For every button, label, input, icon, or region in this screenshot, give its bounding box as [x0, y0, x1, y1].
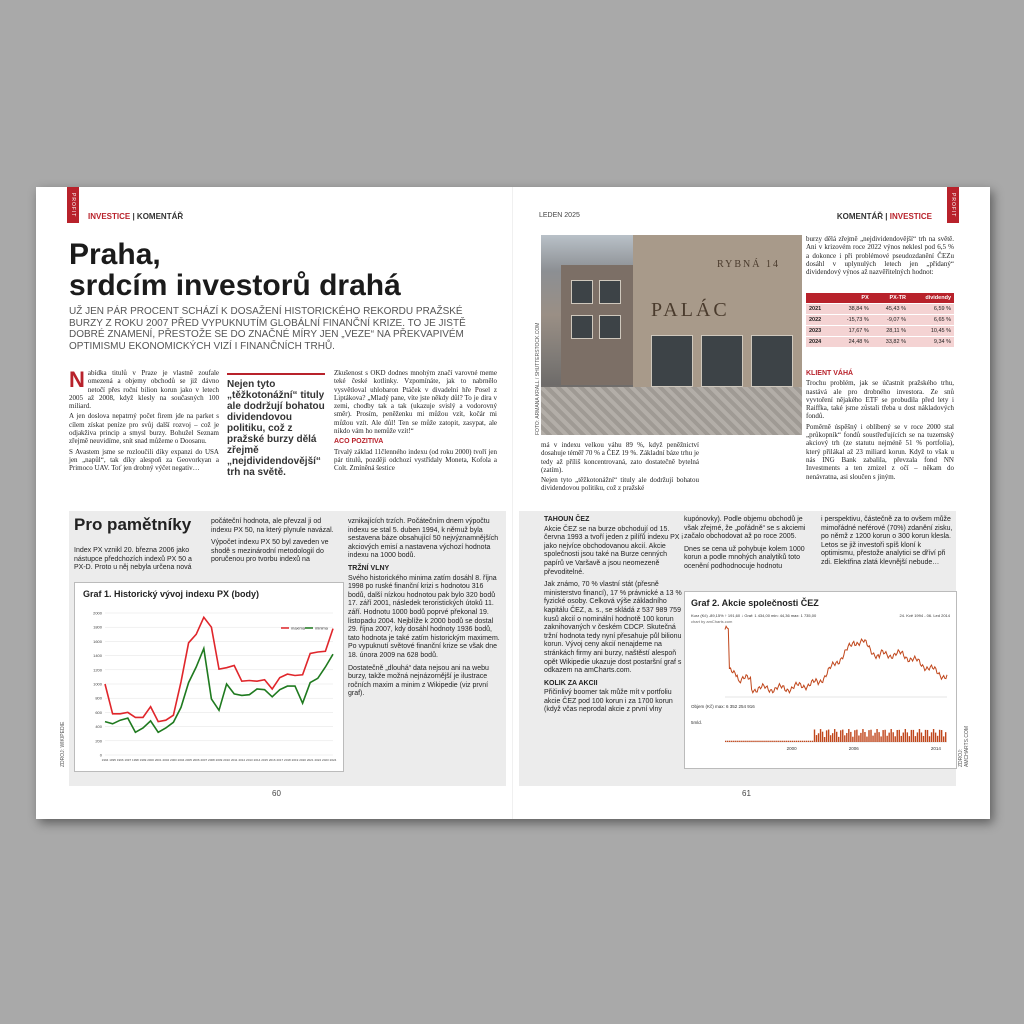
table-cell: 28,11 % [872, 326, 909, 337]
volume-bar [897, 730, 898, 742]
volume-bar [828, 730, 829, 742]
volume-bar [747, 741, 748, 742]
volume-bar [864, 732, 865, 742]
y-tick-label: 800 [95, 695, 102, 701]
volume-bar [779, 741, 780, 742]
photo-window [651, 335, 693, 387]
volume-bar [880, 736, 881, 742]
x-tick-label: 2004 [177, 758, 185, 762]
table-row [806, 304, 954, 315]
volume-bar [931, 732, 932, 742]
y-tick-label: 600 [95, 709, 102, 715]
rubric-left [88, 212, 183, 221]
volume-bar [782, 741, 783, 742]
chart-1-svg [75, 583, 343, 771]
y-tick-label: 0 [99, 752, 102, 758]
paragraph: abídka titulů v Praze je vlastně zoufale omezená a objemy obchodů se již dávno netočí přes roční bilion korun jako v letech 2005 až 2008, když klesly na současných 100 miliard. [69, 369, 219, 411]
volume-bar [907, 732, 908, 742]
volume-bar [850, 732, 851, 742]
x-tick-label: 2006 [848, 746, 859, 751]
volume-bar [767, 741, 768, 742]
volume-bar [890, 729, 891, 742]
article-title [69, 239, 509, 301]
x-tick-label: 2010 [223, 758, 230, 762]
subheading: ACO POZITIVA [334, 438, 384, 446]
x-tick-label: 2015 [261, 758, 268, 762]
x-tick-label: 2017 [276, 758, 284, 762]
x-tick-label: 2019 [291, 758, 299, 762]
paragraph: Zkušenost s OKD dodnes mnohým značí varovné meme teké české kotlinky. Vzpomínáte, jak to nabrnělo vysvětloval uhlobaron Ptáček v divadelní hře Posel z Liptákova? „Mladý pane, víte jste někdy důl? To je díra v zemi, chodby tak a tak (ukazuje svislý a vodorovný směr). Prosím, peněženku mi můžou vzít, kočár mi můžou vzít. Ale důl! Ten se může zatopit, zasypat, ale nikdo vám ho nemůže vzít!“ [334, 369, 497, 436]
volume-bar [915, 736, 916, 742]
volume-bar [913, 730, 914, 742]
volume-bar [814, 729, 815, 742]
rubric-section: INVESTICE [889, 212, 932, 221]
volume-bar [927, 730, 928, 742]
box-subheading: TAHOUN ČEZ [544, 516, 590, 523]
volume-bar [826, 730, 827, 742]
x-tick-label: 2021 [306, 758, 314, 762]
volume-bar [800, 741, 801, 742]
volume-bar [763, 741, 764, 742]
volume-bar [796, 741, 797, 742]
x-tick-label: 2001 [154, 758, 162, 762]
volume-bar [838, 737, 839, 742]
volume-bar [753, 741, 754, 742]
x-tick-label: 2013 [246, 758, 253, 762]
photo-pavement [541, 387, 802, 435]
volume-bar [935, 733, 936, 742]
volume-bar [836, 732, 837, 742]
box-column-5 [684, 516, 819, 576]
photo-window [599, 280, 621, 304]
volume-bar [846, 733, 847, 742]
volume-bar [844, 735, 845, 742]
volume-bar [832, 733, 833, 742]
table-header-cell: dividendy [909, 293, 954, 304]
pull-quote: Nejen tyto „těžkotonážní“ tituly ale dodržují bohatou dividendovou politiku, což z pražské burzy dělá zřejmě „nejdividendovější“ trh na světě. [227, 373, 325, 478]
x-tick-label: 2003 [170, 758, 177, 762]
paragraph: Trvalý základ 11členného indexu (od roku 2000) tvoří jen pár titulů, později odchozí vystřídaly Moneta, Kofola a Colt. Zmíněná šestice [334, 447, 497, 473]
series-line-minima [105, 649, 333, 733]
x-tick-label: 2009 [215, 758, 223, 762]
table-cell: 33,82 % [872, 337, 909, 348]
box-title: Pro pamětníky [74, 515, 192, 534]
volume-bar [858, 735, 859, 742]
legend-label: maxima [291, 625, 306, 631]
chart-2-frame [684, 591, 957, 769]
table-cell: 2021 [806, 304, 832, 315]
volume-bar [878, 732, 879, 742]
box-column-1 [74, 547, 202, 577]
rubric-separator: | [130, 212, 137, 221]
volume-bar [818, 733, 819, 742]
y-tick-label: 1800 [93, 624, 102, 630]
volume-bar [759, 741, 760, 742]
table-row [806, 337, 954, 348]
volume-bar [727, 741, 728, 742]
y-tick-label: 1400 [93, 653, 102, 659]
chart-1-title: Graf 1. Historický vývoj indexu PX (body) [83, 589, 260, 599]
volume-bar [888, 733, 889, 742]
volume-bar [792, 741, 793, 742]
volume-bar [937, 736, 938, 742]
box-column-6 [821, 516, 953, 572]
chart-2-title: Graf 2. Akcie společnosti ČEZ [691, 598, 819, 608]
chart-2-watermark: chart by amCharts.com [691, 619, 733, 624]
volume-bar [777, 741, 778, 742]
photo-window [571, 315, 593, 339]
chart-1-frame [74, 582, 344, 772]
x-tick-label: 2024 [329, 758, 337, 762]
source-label-left: ZDROJ: WIKIPEDIE [60, 721, 66, 767]
volume-bar [790, 741, 791, 742]
article-lead: UŽ JEN PÁR PROCENT SCHÁZÍ K DOSAŽENÍ HISTORICKÉHO REKORDU PRAŽSKÉ BURZY Z ROKU 2007 PŘED VYPUKNUTÍM GLOBÁLNÍ FINANČNÍ KRIZE. TO JE JISTĚ DOBRÉ ZNAMENÍ, PŘESTOŽE SE DO ZNAČNÉ MÍRY JEN „VEZE“ NA PŘEKVAPIVÉM OPTIMISMU EKONOMICKÝCH VIZÍ I FINANČNÍCH TRHŮ. [69, 306, 466, 352]
paragraph: Nejen tyto „těžkotonážní“ tituly ale dodržují bohatou dividendovou politiku, což z pražské [541, 476, 699, 493]
table-cell: -15,73 % [832, 315, 872, 326]
paragraph: Dnes se cena už pohybuje kolem 1000 korun a podle mnohých analytiků toto ocenění podhodnocuje hodnotu [684, 545, 805, 570]
volume-bar [822, 732, 823, 742]
y-tick-label: 1200 [93, 667, 102, 673]
paragraph: vznikajících trzích. Počátečním dnem výpočtu indexu se stal 5. duben 1994, k němuž byla sestavena báze obsahující 50 nejvýznamnějších akciových emisí a nastavena výchozí hodnota indexu na 1000 bodů. [348, 518, 499, 560]
title-line-2: srdcím investorů drahá [69, 269, 401, 302]
table-cell: 9,34 % [909, 337, 954, 348]
volume-bar [882, 730, 883, 742]
photo-window [751, 335, 793, 387]
paragraph: Poměrně úspěšný i oblíbený se v roce 2000 stal „průkopník“ fondů soustřeďujících se na tuzemský akciový trh (ze statutu nejméně 51 % portfolia), který přilákal až 23 miliard korun. Když to však u nás ING Bank zabalila, převzala fond NN Investments a ten zmizel z očí – někam do nenávratna, asi sloučen s jiným. [806, 422, 954, 481]
volume-bar [925, 730, 926, 742]
x-tick-label: 2018 [284, 758, 291, 762]
x-tick-label: 1998 [132, 758, 139, 762]
volume-bar [810, 741, 811, 742]
x-tick-label: 2007 [200, 758, 208, 762]
volume-bar [739, 741, 740, 742]
volume-bar [812, 741, 813, 742]
rubric-type: KOMENTÁŘ [836, 212, 884, 221]
volume-bar [919, 729, 920, 742]
volume-bar [923, 736, 924, 742]
volume-bar [729, 741, 730, 742]
volume-bar [895, 736, 896, 742]
x-tick-label: 2023 [322, 758, 329, 762]
legend-label: minima [315, 625, 328, 631]
paragraph: má v indexu velkou váhu 89 %, když peněžnictví dosahuje téměř 70 % a ČEZ 19 %. Základní báze trhu je tedy až příliš koncentrovaná, zato dostatečně bytelná (zatím). [541, 441, 699, 474]
series-line-maxima [105, 617, 333, 721]
volume-bar [737, 741, 738, 742]
x-tick-label: 1994 [101, 758, 109, 762]
article-column-5 [806, 235, 954, 278]
volume-bar [769, 741, 770, 742]
y-tick-label: 1000 [93, 681, 102, 687]
volume-bar [911, 730, 912, 742]
volume-bar [788, 741, 789, 742]
rubric-type: KOMENTÁŘ [136, 212, 184, 221]
volume-bar [848, 729, 849, 742]
volume-bar [945, 732, 946, 742]
volume-bar [856, 730, 857, 742]
photo-window [599, 315, 621, 339]
table-row [806, 326, 954, 337]
x-tick-label: 1995 [109, 758, 116, 762]
volume-bar [771, 741, 772, 742]
volume-bar [834, 729, 835, 742]
paragraph: S Avastem jsme se rozloučili díky expanzi do USA jen „napůl“, tak díky alespoň za Geovorkyan a Primoco UAV. Toť jen drobný výčet negativ… [69, 447, 219, 473]
paragraph: Svého historického minima zatím dosáhl 8. října 1998 po ruské finanční krizi s hodnotou 316 bodů, další nízkou hodnotou pak bylo 320 bodů 17. září 2001, následek teroristických útoků 11. září. Hodnotu 1000 bodů poprvé překonal 19. listopadu 2004. Nejblíže k 2000 bodů se dostal 29. října 2007, kdy dosáhl hodnoty 1936 bodů, tato hodnota je také zatím historickým maximem. Po vypuknutí světové finanční krize se však dne 18. února 2009 na 628 bodů. [348, 574, 500, 659]
page-gutter [512, 187, 513, 819]
dropcap: N [69, 367, 85, 392]
chart-2-date-range: 24. Kvě 1994 - 06. Led 2014 [899, 613, 950, 618]
x-tick-label: 2002 [162, 758, 170, 762]
volume-bar [874, 733, 875, 742]
rubric-separator: | [883, 212, 890, 221]
table-cell: 6,59 % [909, 304, 954, 315]
volume-bar [868, 730, 869, 742]
article-column-5b [806, 367, 954, 483]
table-header-row [806, 293, 954, 304]
volume-bar [921, 732, 922, 742]
x-tick-label: 2000 [786, 746, 797, 751]
volume-bar [854, 730, 855, 742]
paragraph: Dostatečně „dlouhá“ data nejsou ani na webu burzy, takže možná nejnázornější je ilustrace ročních maxim a minim z Wikipedie (viz první graf). [348, 664, 489, 698]
photo-sign-address: RYBNÁ 14 [717, 259, 780, 270]
price-line [725, 626, 947, 693]
paragraph: Akcie ČEZ se na burze obchodují od 15. června 1993 a tvoří jeden z pilířů indexu PX i jako nejvíce obchodovanou akcií. Akcie společnosti jsou také na Burze cenných papírů ve Varšavě a jsou neomezeně převoditelné. [544, 525, 683, 576]
volume-bar [733, 741, 734, 742]
x-tick-label: 2011 [230, 758, 238, 762]
volume-bar [884, 730, 885, 742]
volume-bar [899, 730, 900, 742]
volume-bar [866, 737, 867, 742]
x-tick-label: 2008 [208, 758, 215, 762]
building-photo [541, 235, 802, 435]
volume-bar [870, 730, 871, 742]
chart-2-volume-unit: 5mld. [691, 720, 703, 725]
x-tick-label: 2020 [299, 758, 306, 762]
volume-bar [933, 729, 934, 742]
source-label-right: ZDROJ: AMCHARTS.COM [958, 725, 970, 767]
y-tick-label: 2000 [93, 610, 102, 616]
volume-bar [941, 730, 942, 742]
page-number-left: 60 [272, 789, 281, 798]
x-tick-label: 1999 [139, 758, 147, 762]
paragraph: Index PX vznikl 20. března 2006 jako nástupce předchozích indexů PX 50 a PX-D. Proto u něj nebyla určena nová [74, 547, 192, 572]
page-number-right: 61 [742, 789, 751, 798]
volume-bar [725, 741, 726, 742]
volume-bar [901, 736, 902, 742]
issue-date: LEDEN 2025 [539, 212, 580, 219]
volume-bar [886, 736, 887, 742]
volume-bar [775, 741, 776, 742]
article-column-4 [541, 441, 699, 495]
paragraph: A jen doslova nepatrný počet firem jde na parket s cílem získat peníze pro svůj další rozvoj – což je odjakživa princip a smysl burzy. Bohužel Seznam zřejmě neuvidíme, snít snad můžeme o Doosanu. [69, 412, 219, 446]
table-body [806, 304, 954, 348]
chart-2-volume-label: Objem (Kč) max: 6 352 254 916 [691, 704, 755, 709]
dividend-table [806, 293, 954, 347]
photo-sign: PALÁC [651, 299, 730, 321]
volume-bar [798, 741, 799, 742]
volume-bar [909, 736, 910, 742]
paragraph: Jak známo, 70 % vlastní stát (přesně ministerstvo financí), 17 % právnické a 13 % fyzické osoby. Celková výše základního kapitálu ČEZ, a. s., se skládá z 537 989 759 kusů akcií o nominální hodnotě 100 korun zaknihovaných v českém CDCP. Skutečná tržní hodnota tedy nyní přesahuje půl bilionu korun. Vývoj ceny akcií nenajdeme na stránkách firmy ani burzy, naštěstí alespoň opět Wikipedie ukazuje dost postaršní graf s odkazem na amCharts.com. [544, 581, 682, 675]
volume-bar [876, 729, 877, 742]
table-cell: 38,84 % [832, 304, 872, 315]
volume-bar [743, 741, 744, 742]
volume-bar [840, 730, 841, 742]
volume-bar [862, 729, 863, 742]
y-tick-label: 400 [95, 724, 102, 730]
paragraph: Výpočet indexu PX 50 byl zaveden ve shodě s mezinárodní metodologií do poručenou pro tvorbu indexů na [211, 539, 329, 564]
section-tab-right: PROFIT [947, 187, 959, 223]
box-subheading: TRŽNÍ VLNY [348, 564, 390, 572]
x-tick-label: 2014 [930, 746, 941, 751]
volume-bar [765, 741, 766, 742]
volume-bar [820, 729, 821, 742]
table-header-cell [806, 293, 832, 304]
volume-bar [794, 741, 795, 742]
x-tick-label: 2000 [147, 758, 154, 762]
volume-bar [755, 741, 756, 742]
volume-bar [903, 733, 904, 742]
paragraph: kupónovky). Podle objemu obchodů je však zřejmé, že „pořádně“ se s akciemi začalo obchodovat až po roce 2005. [684, 516, 806, 541]
table-cell: -9,07 % [872, 315, 909, 326]
volume-bar [842, 730, 843, 742]
x-tick-label: 2014 [253, 758, 261, 762]
box-column-4 [544, 516, 684, 719]
rubric-right [837, 212, 932, 221]
volume-bar [731, 741, 732, 742]
volume-bar [917, 732, 918, 742]
volume-bar [735, 741, 736, 742]
box-column-3 [348, 518, 500, 703]
volume-bar [816, 735, 817, 742]
volume-bar [852, 737, 853, 742]
volume-bar [804, 741, 805, 742]
rubric-section: INVESTICE [88, 212, 131, 221]
table-row [806, 315, 954, 326]
section-tab-left: PROFIT [67, 187, 79, 223]
photo-window [571, 280, 593, 304]
paragraph: Trochu problém, jak se účastnit pražského trhu, nastává ale pro drobného investora. Ze snů vyvtoření nějakého ETF se probudila před lety i Raiffka, také jsme zůstali třeba u dost nákladových fondů. [806, 379, 954, 421]
x-tick-label: 2006 [192, 758, 200, 762]
table-cell: 17,67 % [832, 326, 872, 337]
paragraph: i perspektivu, částečně za to ovšem může mimořádné neférové (70%) zdanění zisku, po němž z 1200 korun o 300 korun klesla. Letos se již investoři spíš kloní k optimismu, přestože analytici se dříví při zdi. Elektřina zlatá klevnější nebude… [821, 516, 953, 566]
x-tick-label: 1997 [124, 758, 132, 762]
volume-bar [806, 741, 807, 742]
table-cell: 2024 [806, 337, 832, 348]
x-tick-label: 2022 [314, 758, 322, 762]
table-cell: 6,65 % [909, 315, 954, 326]
magazine-spread [36, 187, 990, 819]
table-cell: 2022 [806, 315, 832, 326]
volume-bar [929, 736, 930, 742]
volume-bar [757, 741, 758, 742]
table-cell: 10,45 % [909, 326, 954, 337]
volume-bar [830, 735, 831, 742]
article-column-1 [69, 369, 219, 475]
table-header-cell: PX-TR [872, 293, 909, 304]
article-column-3 [334, 369, 497, 475]
volume-bar [741, 741, 742, 742]
x-tick-label: 2005 [185, 758, 192, 762]
table-cell: 24,48 % [832, 337, 872, 348]
volume-bar [749, 741, 750, 742]
subheading: KLIENT VÁHÁ [806, 370, 854, 377]
volume-bar [824, 737, 825, 742]
chart-2-header-info: Kurz (Kč) -89,15% ↑ 191,60 ↓ Graf: 1 434,00 min: 44,36 max: 1 735,00 [691, 613, 817, 618]
volume-bar [773, 741, 774, 742]
volume-bar [761, 741, 762, 742]
volume-bar [784, 741, 785, 742]
volume-bar [808, 741, 809, 742]
y-tick-label: 1600 [93, 638, 102, 644]
volume-bar [786, 741, 787, 742]
volume-bar [943, 736, 944, 742]
x-tick-label: 2012 [238, 758, 246, 762]
x-tick-label: 2016 [268, 758, 276, 762]
title-line-1: Praha, [69, 238, 161, 271]
paragraph: počáteční hodnota, ale převzal ji od indexu PX 50, na který plynule navázal. [211, 518, 334, 534]
paragraph: burzy dělá zřejmě „nejdividendovější“ trh na světě. Ani v krizovém roce 2022 výnos neklesl pod 6,5 % a dokonce i při problémové pseudozdanění ČEZu dosáhl v uplynulých letech jen „přidaný“ dividendový výnos až nazvěřitelných hodnot: [806, 235, 954, 277]
table-cell: 2023 [806, 326, 832, 337]
y-tick-label: 200 [95, 738, 102, 744]
x-tick-label: 1996 [116, 758, 124, 762]
photo-credit: FOTO: ARMANA KRALL / SHUTTERSTOCK.COM [535, 322, 541, 435]
box-column-2 [211, 518, 341, 569]
paragraph: Přičinlivý boomer tak může mít v portfoliu akcie ČEZ pod 100 korun i za 1700 korun (když včas neprodal akcie z první vlny [544, 689, 673, 714]
box-subheading: KOLIK ZA AKCII [544, 679, 598, 687]
volume-bar [802, 741, 803, 742]
volume-bar [860, 733, 861, 742]
volume-bar [872, 736, 873, 742]
photo-window [701, 335, 743, 387]
table-cell: 45,43 % [872, 304, 909, 315]
volume-bar [745, 741, 746, 742]
table-header-cell: PX [832, 293, 872, 304]
volume-bar [751, 741, 752, 742]
volume-bar [905, 729, 906, 742]
chart-2-svg [685, 592, 956, 768]
volume-bar [939, 730, 940, 742]
volume-bar [893, 732, 894, 742]
